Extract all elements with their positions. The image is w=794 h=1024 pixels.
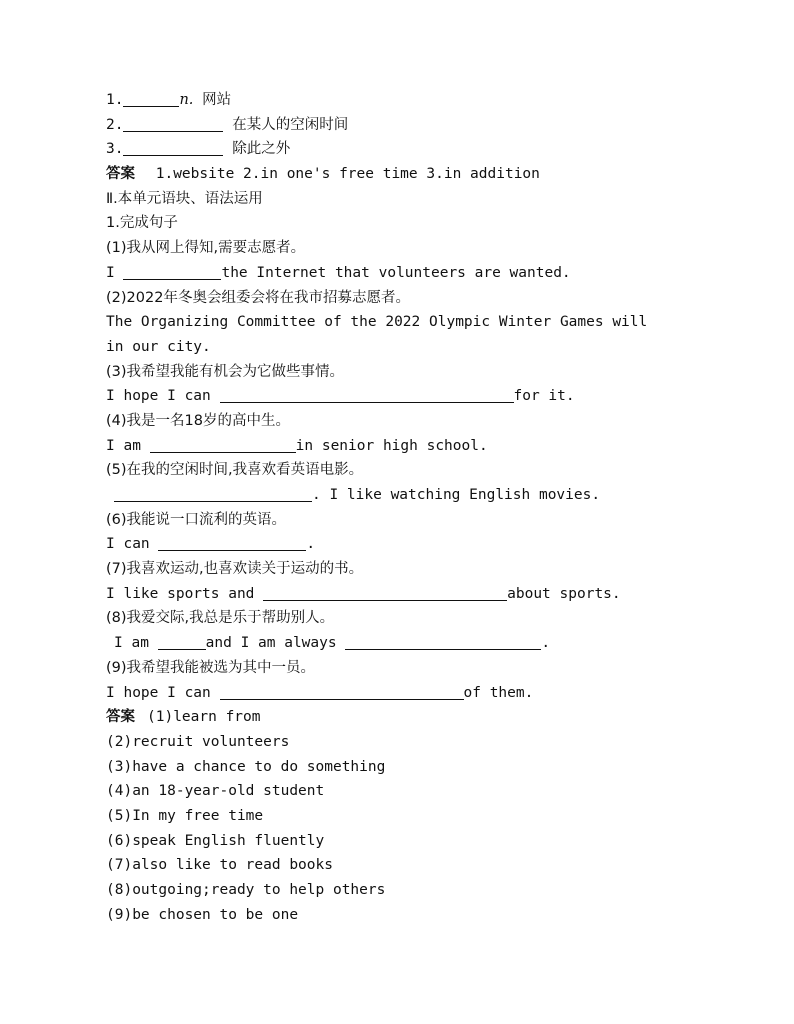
answer-label: 答案 xyxy=(106,709,135,726)
question-4-sentence xyxy=(106,434,726,459)
answer-blank[interactable] xyxy=(123,264,221,280)
sentence-text: about sports. xyxy=(507,585,621,602)
question-6-prompt: (6)我能说一口流利的英语。 xyxy=(106,511,287,528)
question-1-sentence xyxy=(106,261,726,286)
sentence-text: I like sports and xyxy=(106,585,255,602)
sentence-text: . I like watching English movies. xyxy=(312,487,601,503)
answer-text: 2.in one's free time xyxy=(243,166,418,183)
answer-blank[interactable] xyxy=(345,634,541,650)
vocab-meaning: 网站 xyxy=(202,92,232,108)
vocab-answer xyxy=(106,162,726,187)
question-9-sentence xyxy=(106,681,726,706)
answer-text: 3.in addition xyxy=(426,166,540,183)
sentence-text: I am xyxy=(114,635,149,652)
answer-line: (6)speak English fluently xyxy=(106,832,325,849)
sentence-text: . xyxy=(541,635,551,652)
sentence-text: . xyxy=(306,536,316,553)
vocab-meaning: 在某人的空闲时间 xyxy=(232,116,349,133)
sentence-text: in senior high school. xyxy=(295,437,488,454)
sentence-text: the Internet that volunteers are wanted. xyxy=(221,264,571,281)
vocab-item-1 xyxy=(106,88,726,113)
sentence-text: I hope I can xyxy=(106,388,211,405)
sentence-text: I am xyxy=(106,437,141,454)
answer-line: (3)have a chance to do something xyxy=(106,758,386,775)
question-3-prompt: (3)我希望我能有机会为它做些事情。 xyxy=(106,363,345,380)
sentence-text: and I am always xyxy=(205,635,337,652)
answer-blank[interactable] xyxy=(158,634,206,650)
item-number: 2. xyxy=(106,116,124,133)
sentence-text: I xyxy=(106,264,115,281)
answer-text: 1.website xyxy=(155,166,235,183)
sentence-text: of them. xyxy=(463,684,534,701)
answer-line: (5)In my free time xyxy=(106,807,264,824)
question-4-prompt: (4)我是一名18岁的高中生。 xyxy=(106,412,290,429)
vocab-item-2 xyxy=(106,113,726,138)
question-2-prompt: (2)2022年冬奥会组委会将在我市招募志愿者。 xyxy=(106,289,410,306)
answer-text: (1)learn from xyxy=(147,709,261,726)
answer-blank[interactable] xyxy=(220,684,464,700)
answer-blank[interactable] xyxy=(263,585,507,601)
sentence-text: I can xyxy=(106,536,150,553)
vocab-item-3 xyxy=(106,137,726,162)
question-6-sentence xyxy=(106,532,726,557)
question-1-prompt: (1)我从网上得知,需要志愿者。 xyxy=(106,240,306,257)
answer-block-1 xyxy=(106,705,726,730)
question-7-sentence xyxy=(106,582,726,607)
answer-label: 答案 xyxy=(106,166,135,183)
question-8-sentence xyxy=(106,631,726,656)
worksheet-page xyxy=(106,88,726,927)
question-9-prompt: (9)我希望我能被选为其中一员。 xyxy=(106,659,316,676)
answer-line: (4)an 18-year-old student xyxy=(106,783,325,800)
question-5-prompt: (5)在我的空闲时间,我喜欢看英语电影。 xyxy=(106,462,364,479)
item-number: 1. xyxy=(106,92,124,108)
section-title: Ⅱ.本单元语块、语法运用 xyxy=(106,190,263,207)
answer-blank[interactable] xyxy=(123,140,223,156)
question-7-prompt: (7)我喜欢运动,也喜欢读关于运动的书。 xyxy=(106,561,364,578)
part-of-speech: n. xyxy=(179,92,194,108)
item-number: 3. xyxy=(106,141,124,158)
subsection-title: 1.完成句子 xyxy=(106,215,178,232)
answer-blank[interactable] xyxy=(114,486,312,502)
question-5-sentence xyxy=(106,483,726,508)
sentence-text: for it. xyxy=(513,388,575,405)
question-8-prompt: (8)我爱交际,我总是乐于帮助别人。 xyxy=(106,610,335,627)
answer-blank[interactable] xyxy=(123,116,223,132)
answer-line: (8)outgoing;ready to help others xyxy=(106,882,386,898)
sentence-text: I hope I can xyxy=(106,684,211,701)
answer-blank[interactable] xyxy=(158,535,306,551)
question-2-sentence-cont: in our city. xyxy=(106,338,211,355)
answer-blank[interactable] xyxy=(123,91,179,107)
answer-line: (2)recruit volunteers xyxy=(106,733,290,750)
vocab-meaning: 除此之外 xyxy=(232,141,291,158)
question-3-sentence xyxy=(106,384,726,409)
answer-line: (7)also like to read books xyxy=(106,857,333,874)
question-2-sentence: The Organizing Committee of the 2022 Olympic Winter Games will xyxy=(106,314,648,331)
answer-blank[interactable] xyxy=(150,437,296,453)
answer-blank[interactable] xyxy=(220,387,514,403)
answer-line: (9)be chosen to be one xyxy=(106,906,299,923)
